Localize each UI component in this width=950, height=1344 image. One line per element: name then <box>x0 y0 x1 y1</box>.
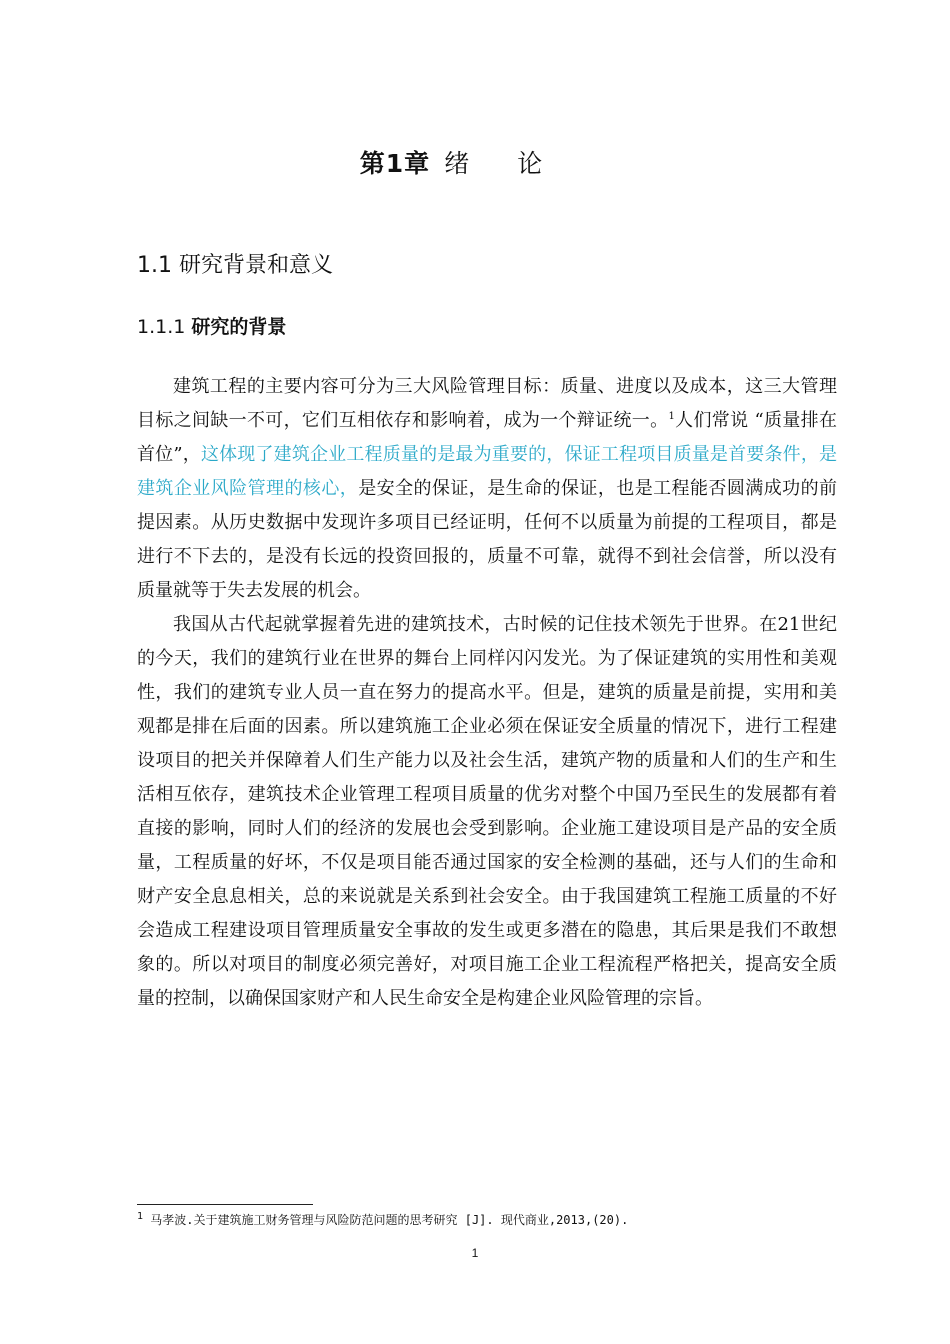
paragraph-1-text-b: 人们常说 “质量排在首位”， <box>137 410 837 465</box>
footnote-marker: 1 <box>137 1211 144 1222</box>
footnote-reference[interactable]: 1 <box>668 411 675 422</box>
highlighted-text: 这体现了建筑企业工程质量的是最为重要的，保证工程项目质量是首要条件，是建筑企业风险管理的核心， <box>137 444 837 499</box>
paragraph-1-text-c: 是安全的保证，是生命的保证，也是工程能否圆满成功的前提因素。从历史数据中发现许多项目已经证明，任何不以质量为前提的工程项目，都是进行不下去的，是没有长远的投资回报的，质量不可靠，就得不到社会信誉，所以没有质量就等于失去发展的机会。 <box>137 478 838 601</box>
paragraph-1-text-a: 建筑工程的主要内容可分为三大风险管理目标：质量、进度以及成本，这三大管理目标之间缺一不可，它们互相依存和影响着，成为一个辩证统一。 <box>137 376 837 431</box>
footnote-text: 马孝波.关于建筑施工财务管理与风险防范问题的思考研究 [J]. 现代商业,2013,(20). <box>150 1213 629 1227</box>
page-number: 1 <box>471 1246 479 1260</box>
section-heading: 1.1 研究背景和意义 <box>137 253 333 278</box>
chapter-title <box>0 146 950 182</box>
body-text <box>137 370 837 1016</box>
footnote <box>137 1210 837 1230</box>
chapter-prefix: 第1章 <box>359 149 431 178</box>
subsection-title: 研究的背景 <box>191 316 287 338</box>
subsection-heading <box>137 312 286 342</box>
paragraph-2: 我国从古代起就掌握着先进的建筑技术，古时候的记住技术领先于世界。在21世纪的今天，我们的建筑行业在世界的舞台上同样闪闪发光。为了保证建筑的实用性和美观性，我们的建筑专业人员一直在努力的提高水平。但是，建筑的质量是前提，实用和美观都是排在后面的因素。所以建筑施工企业必须在保证安全质量的情况下，进行工程建设项目的把关并保障着人们生产能力以及社会生活，建筑产物的质量和人们的生产和生活相互依存，建筑技术企业管理工程项目质量的优劣对整个中国乃至民生的发展都有着直接的影响，同时人们的经济的发展也会受到影响。企业施工建设项目是产品的安全质量，工程质量的好坏，不仅是项目能否通过国家的安全检测的基础，还与人们的生命和财产安全息息相关，总的来说就是关系到社会安全。由于我国建筑工程施工质量的不好会造成工程建设项目管理质量安全事故的发生或更多潜在的隐患，其后果是我们不敢想象的。所以对项目的制度必须完善好，对项目施工企业工程流程严格把关，提高安全质量的控制，以确保国家财产和人民生命安全是构建企业风险管理的宗旨。 <box>137 614 837 1009</box>
subsection-number: 1.1.1 <box>137 316 186 338</box>
chapter-word: 绪论 <box>444 149 591 178</box>
footnote-divider <box>137 1204 313 1205</box>
paragraph-1 <box>137 370 837 608</box>
